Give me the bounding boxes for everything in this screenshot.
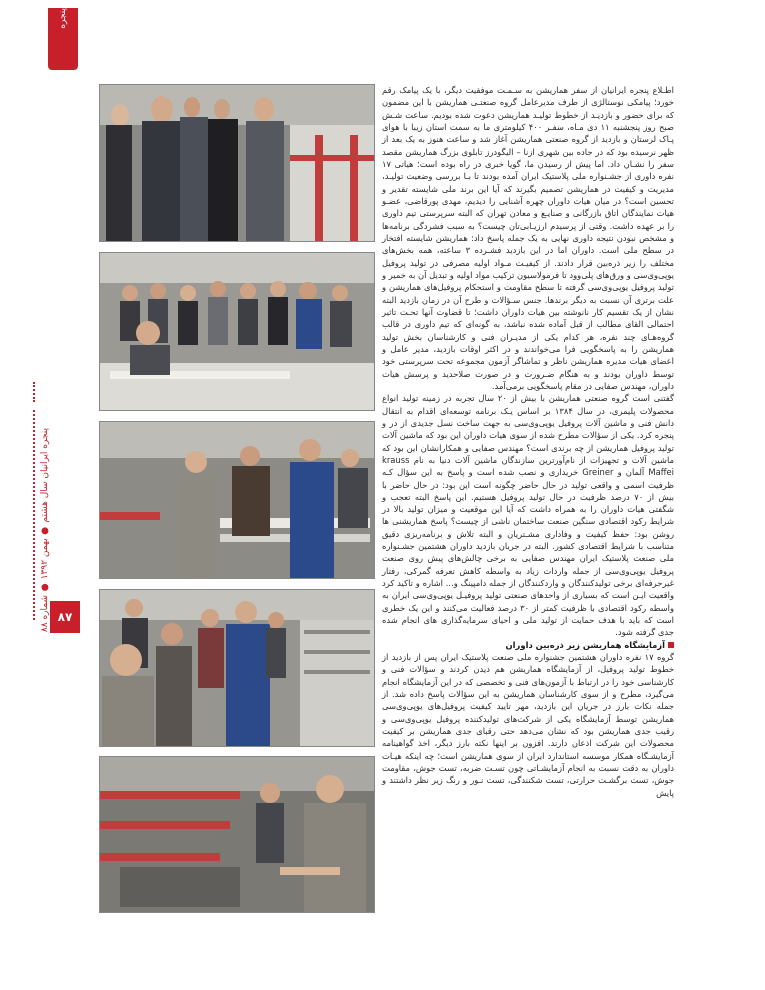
photo-factory-visit-4 bbox=[99, 589, 375, 747]
side-divider-top bbox=[33, 382, 35, 402]
article-paragraph-3: گروه ۱۷ نفره داوران هشتمین جشنواره ملی صنعت پلاستیک ایران پس از بازدید از خطوط تولید پروفیل، از آزمایشگاه هماریشن هم دیدن کردند و سؤالات فنی و کارشناسی خود را در ارتباط با آزمون‌های فنی و تخصصی که در این آزمایشگاه انجام می‌گیرد، مطرح و از سوی کارشناسان هماریشن به این سؤالات پاسخ داده شد. از جمله نکات بارز در جریان این بازدید، مهر تایید کیفیت پروفیل‌های یوپی‌وی‌سی هماریشن توسط آزمایشگاه یکی از شرکت‌های تولیدکننده پروفیل یوپی‌وی‌سی و رقیب جدی هماریشن بود که نشان می‌دهد حتی رقبای جدی هماریشن بر کیفیت محصولات این شرکت اذعان دارند. افزون بر اینها نکته بارز دیگر، اخذ گواهینامه آزمایشـگاه همکار موسسه استاندارد ایران از سوی هماریشن است؛ چه اینکه هیـات داوران به دقت نسبت به انجام آزمایشـاتی چون تسـت ضربه، تست جوش، مقاومت جوش، تست برگشـت حرارتی، تست شکنندگی، تست نـور و رنگ زیر نظر داشتند و پایش bbox=[382, 652, 675, 798]
photo-factory-visit-1 bbox=[99, 84, 375, 242]
issue-info-text: پنجره ایرانیان سال هشتم ● بهمن ۱۳۹۲ ● شماره ۸۸ bbox=[40, 427, 50, 633]
photo-factory-visit-5 bbox=[99, 756, 375, 913]
side-divider bbox=[33, 410, 35, 620]
bullet-square-icon bbox=[668, 642, 674, 648]
article-body bbox=[382, 84, 674, 914]
article-paragraph-1: اطـلاع پنجره ایرانیان از سفر هماریشن به سـمـت موفقیت دیگر، با یک پیامک رقم خورد؛ پیامکی نوستالژی از طرف مدیرعامل گروه صنعتـی هماریشن با این مضمون که برای حضور و بازدیـد از خطوط تولیـد هماریشن دعوت شده بودیم. ساعت شـش صبح روز پنجشنبه ۱۱ دی مـاه، سفـر ۴۰۰ کیلومتری ما به سمت استان زیبا با هوای پـاک لرستان و بازدید از گروه صنعتی هماریشن آغاز شد و ساعت هنوز به یک بعد از ظهر نرسیده بود که در جاده بین شهری ازنا – الیگودرز تابلوی بزرگ هماریشن مقصد سفر را نشـان داد. اما پیش از رسیدن ما، گویا خبری در راه بوده است؛ هیاتی ۱۷ نفره داوری از جشـنواره ملی پلاستیک ایران آمده بودند تا بـا بررسی وضعیت تولیـد، مدیریت و کیفیت در هماریشن تصمیم بگیرند که آیا این برند ملی شایسته تقدیر و تحسین است؟ در میان هیات داوران چهره آشنایی را دیدیم، مهدی پورقاضی، عضـو هیات نمایندگان اتاق بازرگانی و صنایـع و معادن تهران که البته سرپرستی تیم داوری را بر عهده داشت. وقتی از پرسیدم ارزیـابی‌تان چیست؟ به سبب فشردگی برنامه‌ها و مشخص نبودن نتیجه داوری نهایی به یک جمله پاسخ داد: هماریشن شایسته افتخار در سطح ملی است. داوران اما در این بازدید فشـرده ۳ ساعته، همه بخش‌های مختلف را زیر ذره‌بین قرار دادند. از کیفیـت مـواد اولیه مصرفی در تولید پروفیل یوپی‌وی‌سی و ورق‌های پلی‌وود تا فرمولاسیون ترکیب مواد اولیه و تبدیل آن به خمیر و تولید پروفیل یوپی‌وی‌سی گرفته تا سطح مقاومت و استحکام پروفیل‌های هماریشن و علت برتری آن نسبت به دیگر برندها. جنس سـؤالات و طرح آن در زمان بازدید البته نشان از یک تقسیم کار نانوشته بین هیات داوران داشت؛ تا قضاوت آنها تحـت تاثیر احتمالی القای مطالب از قبل آماده شده نباشد، به گونه‌ای که تیم داوری در قالب گروه‌هـای چند نفره، هر کدام یکی از مدیـران فنی و کارشناسان بخش تولید هماریشن را به پاسخگویی فرا می‌خواندند و در اکثر اوقات بازدید، مدیر عامل و اعضای هیات مدیره هماریشن ناظر و تماشاگر آزمون مجموعه تحت سرپرستی خود توسط داوران بودند و به هنگام ضـرورت و در صورت صلاحدید و پرسش هیات داوران، مهندس صفایی در مقام پاسخگویی برمی‌آمد. bbox=[382, 85, 674, 391]
section-tab-label: پنجره bbox=[58, 8, 68, 29]
photo-icon bbox=[100, 422, 374, 578]
article-paragraph-2: گفتنی است گروه صنعتی هماریشن با بیش از ۲۰ سال تجربه در زمینه تولید انواع محصولات پلیمری، در سال ۱۳۸۴ بر اساس یـک برنامه توسعه‌ای اقدام به انتقال دانش فنی و ماشین آلات پروفیل یوپی‌وی‌سی به جهت ساخت نسل جدیدی از در و پنجره کرد. یکی از سؤالات مطرح شده از سوی هیات داوران این بود که ماشین آلات تولید پروفیل هماریشن از چه برندی است؟ مهندس صفایی و همکارانشان این بود که ماشین آلات و تجهیزات از نام‌آورترین سازندگان ماشین آلات دنیا به نام krauss Maffei آلمان و Greiner خریداری و نصب شده است و پاسخ به این سؤال کـه ظرفیت اسمی و واقعی تولید در حال حاضر چگونه است این بود: در حال حاضر با بیش از ۷۰ درصد ظرفیت در حال تولید پروفیل هستیم. این پاسخ البته تعجب و شگفتی هیات داوران را به همراه داشت که آیا این موقعیت و میزان تولید بالا در شرایط رکود اقتصادی سنگین صنعت ساختمان ناشی از چیست؟ پاسخ هماریشنی ها روشن بود: حفظ کیفیت و وفاداری مشـتریان و البته تلاش و برنامه‌ریزی دقیق متناسب با شرایط اقتصادی کشور. البته در جریان بازدید داوران هشتمین جشـنواره ملی صنعت پلاستیک ایران مهندس صفایی به برخی چالش‌های پیش روی صنعت پروفیل یوپی‌وی‌سی از جمله واردات زیاد به واسطه کاهش تعرفه گمرکی، رفتار غیرحرفه‌ای برخی تولیدکنندگان و واردکنندگان از جمله دامپینگ و... اشاره و تاکید کرد واقعیت ایـن است که بسیاری از واحدهای صنعتی تولید پروفیـل یوپی‌وی‌سی ایران به واسطه رکود اقتصادی با ظرفیت کمتر از ۳۰ درصد فعالیت می‌کنند و این یک خطری است که باید با هدف حمایت از تولید ملی و احیای سرمایه‌گذاری های انجام شده جدی گرفته شود. bbox=[382, 393, 674, 638]
section-tab bbox=[48, 8, 78, 70]
photo-icon bbox=[100, 757, 374, 912]
article-subheading bbox=[382, 639, 674, 651]
page-number: ۸۷ bbox=[50, 601, 80, 633]
issue-info bbox=[36, 427, 54, 633]
photo-icon bbox=[100, 85, 374, 241]
photo-icon bbox=[100, 590, 374, 746]
photo-icon bbox=[100, 253, 374, 410]
photo-factory-visit-3 bbox=[99, 421, 375, 579]
photo-factory-visit-2 bbox=[99, 252, 375, 411]
article-subheading-text: آزمایشگاه هماریشن زیر ذره‌بین داوران bbox=[505, 639, 665, 650]
